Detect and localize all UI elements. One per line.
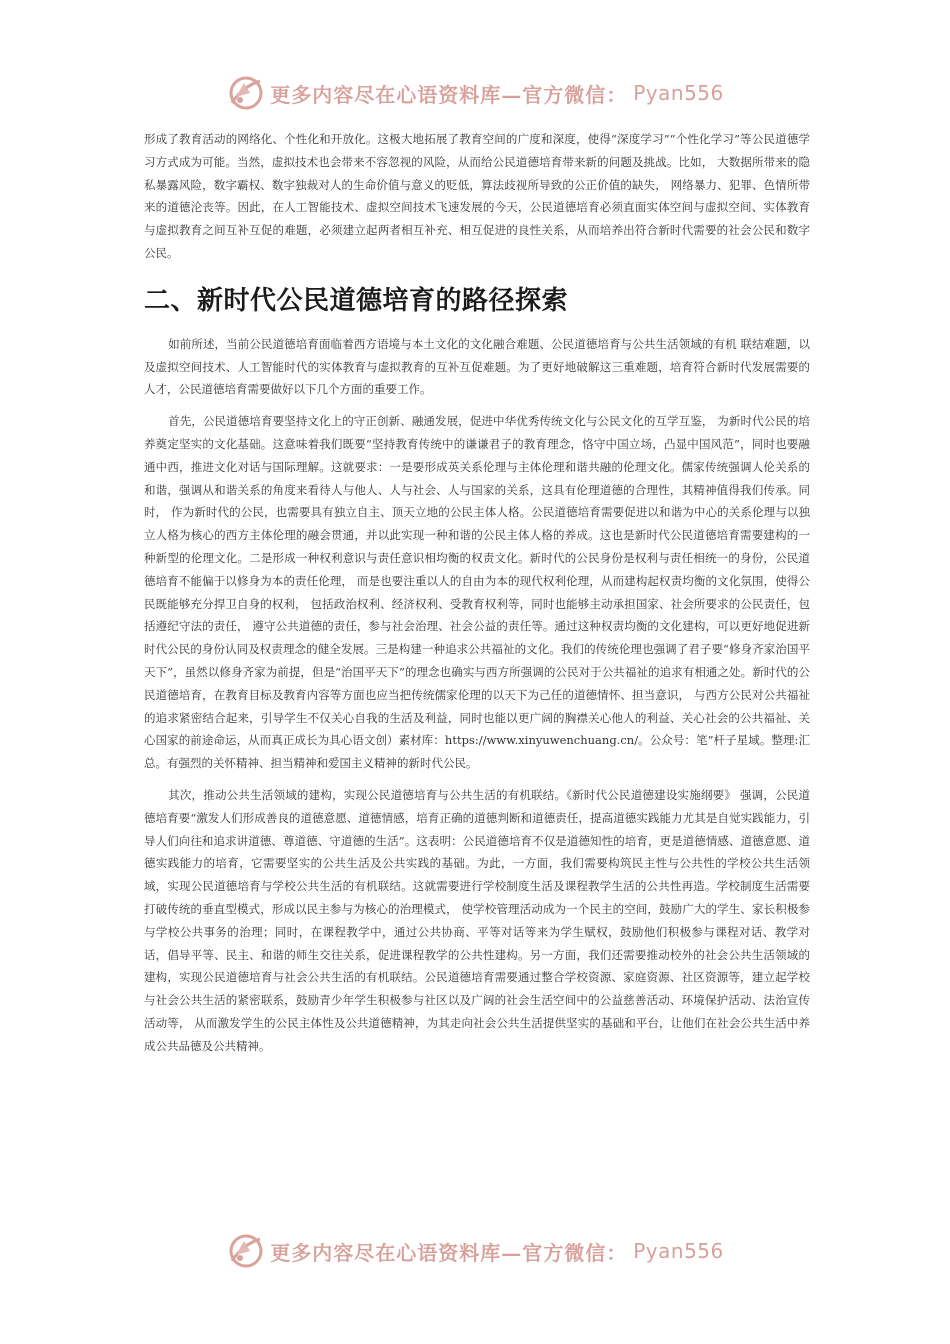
body-paragraph-1: 如前所述，当前公民道德培育面临着西方语境与本土文化的文化融合难题、公民道德培育与公共生活领域的有机 联结难题，以及虚拟空间技术、人工智能时代的实体教育与虚拟教育的互补互促难题。为了更好地破解这三重难题，培育符合新时代发展需要的人才，公民道德培育需要做好以下几个方面的重要工作。 <box>144 336 810 397</box>
body-paragraph-2: 首先，公民道德培育要坚持文化上的守正创新、融通发展，促进中华优秀传统文化与公民文化的互学互鉴， 为新时代公民的培养奠定坚实的文化基础。这意味着我们既要“坚持教育传统中的谦谦君子的教育理念，恪守中国立场，凸显中国风范”，同时也要融通中西，推进文化对话与国际理解。这就要求：一是要形成英关系伦理与主体伦理和谐共融的伦理文化。儒家传统强调人伦关系的和谐，强调从和谐关系的角度来看待人与他人、人与社会、人与国家的关系，这具有伦理道德的合理性，其精神值得我们传承。同时， 作为新时代的公民，也需要具有独立自主、顶天立地的公民主体人格。公民道德培育需要促进以和谐为中心的关系伦理与以独立人格为核心的西方主体伦理的融会贯通，并以此实现一种和谐的公民主体人格的养成。这也是新时代公民道德培育需要建构的一种新型的伦理文化。二是形成一种权利意识与责任意识相均衡的权责文化。新时代的公民身份是权利与责任相统一的身份，公民道德培育不能偏于以修身为本的责任伦理， 而是也要注重以人的自由为本的现代权利伦理，从而建构起权责均衡的文化氛围，使得公民既能够充分捍卫自身的权利， 包括政治权利、经济权利、受教育权利等，同时也能够主动承担国家、社会所要求的公民责任，包括遵纪守法的责任， 遵守公共道德的责任，参与社会治理、社会公益的责任等。通过这种权责均衡的文化建构，可以更好地促进新时代公民的身份认同及权责理念的健全发展。三是构建一种追求公共福祉的文化。我们的传统伦理也强调了君子要“修身齐家治国平天下”，虽然以修身齐家为前提，但是“治国平天下”的理念也确实与西方所强调的公民对于公共福祉的追求有相通之处。新时代的公民道德培育，在教育目标及教育内容等方面也应当把传统儒家伦理的以天下为己任的道德情怀、担当意识， 与西方公民对公共福祉的追求紧密结合起来，引导学生不仅关心自我的生活及利益，同时也能以更广阔的胸襟关心他人的利益、关心社会的公共福祉、关心国家的前途命运，从而真正成长为具心语文创）素材库：https://www.xinyuwenchuang.cn/。公众号：笔”杆子星域。整理:汇总。有强烈的关怀精神、担当精神和爱国主义精神的新时代公民。 <box>144 414 810 771</box>
intro-paragraph: 形成了教育活动的网络化、个性化和开放化。这极大地拓展了教育空间的广度和深度，使得“深度学习”“个性化学习”等公民道德学习方式成为可能。当然，虚拟技术也会带来不容忽视的风险，从而给公民道德培育带来新的问题及挑战。比如， 大数据所带来的隐私暴露风险，数字霸权、数字独裁对人的生命价值与意义的贬低，算法歧视所导致的公正价值的缺失， 网络暴力、犯罪、色情所带来的道德沦丧等。因此，在人工智能技术、虚拟空间技术飞速发展的今天，公民道德培育必须直面实体空间与虚拟空间、实体教育与虚拟教育之间互补互促的难题，必须建立起两者相互补充、相互促进的良性关系，从而培养出符合新时代需要的社会公民和数字公民。 <box>144 132 810 260</box>
section-heading: 二、新时代公民道德培育的路径探索 <box>144 285 569 316</box>
banner-text: 更多内容尽在心语资料库—官方微信： <box>270 82 628 107</box>
header-banner <box>0 68 950 118</box>
banner-wechat-id: Pyan556 <box>633 81 724 105</box>
footer-banner <box>0 1226 950 1276</box>
document-body <box>144 128 810 1057</box>
body-paragraph-3: 其次，推动公共生活领域的建构，实现公民道德培育与公共生活的有机联结。《新时代公民道德建设实施纲要》 强调，公民道德培育要“激发人们形成善良的道德意愿、道德情感，培育正确的道德判断和道德责任，提高道德实践能力尤其是自觉实践能力，引导人们向往和追求讲道德、尊道德、守道德的生活”。这表明：公民道德培育不仅是道德知性的培育，更是道德情感、道德意愿、道德实践能力的培育，它需要坚实的公共生活及公共实践的基础。为此，一方面，我们需要构筑民主性与公共性的学校公共生活领域，实现公民道德培育与学校公共生活的有机联结。这就需要进行学校制度生活及课程教学生活的公共性再造。学校制度生活需要打破传统的垂直型模式，形成以民主参与为核心的治理模式， 使学校管理活动成为一个民主的空间，鼓励广大的学生、家长积极参与学校公共事务的治理；同时，在课程教学中，通过公共协商、平等对话等来为学生赋权，鼓励他们积极参与课程对话、教学对话，倡导平等、民主、和谐的师生交往关系，促进课程教学的公共性建构。另一方面，我们还需要推动校外的社会公共生活领域的建构，实现公民道德培育与社会公共生活的有机联结。公民道德培育需要通过整合学校资源、家庭资源、社区资源等，建立起学校与社会公共生活的紧密联系，鼓励青少年学生积极参与社区以及广阔的社会生活空间中的公益慈善活动、环境保护活动、法治宣传活动等， 从而激发学生的公民主体性及公共道德精神，为其走向社会公共生活提供坚实的基础和平台，让他们在社会公共生活中养成公共品德及公共精神。 <box>144 787 810 1053</box>
banner-text: 更多内容尽在心语资料库—官方微信： <box>270 1240 628 1265</box>
brush-logo-icon <box>226 73 266 113</box>
brush-logo-icon <box>226 1231 266 1271</box>
banner-wechat-id: Pyan556 <box>633 1239 724 1263</box>
